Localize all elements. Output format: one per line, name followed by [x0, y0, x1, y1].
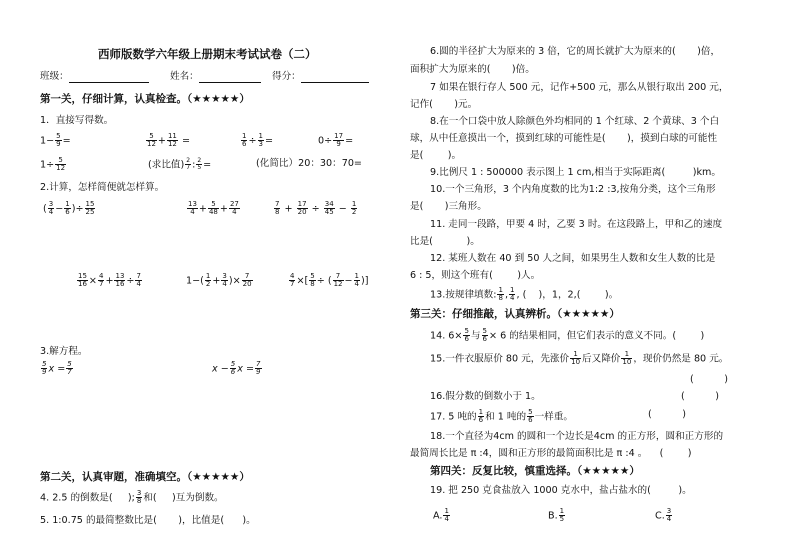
q18-line-1: 18.一个直径为4cm 的圆和一个边长是4cm 的正方形，圆和正方形的 — [430, 431, 724, 442]
q2-expr-6: $\frac{4}{7}$ ×[ $\frac{5}{8}$ ÷ ( $\frac{7}{12}$ − $\frac{1}{4}$ )] — [290, 272, 369, 288]
option-c[interactable]: C. $\frac{3}{4}$ — [655, 507, 672, 523]
class-field[interactable]: 班级： — [40, 71, 149, 83]
q2-expr-3: $\frac{7}{8}$ + $\frac{17}{20}$ ÷ $\frac{34}{45}$ − $\frac{1}{2}$ — [275, 200, 357, 216]
q8-line-1: 8.在一个口袋中放人除颜色外均相同的 1 个红球、2 个黄球、3 个白 — [430, 116, 720, 127]
q4-text: 4. 2.5 的倒数是( ); $\frac{3}{8}$ 和( )互为倒数。 — [40, 489, 224, 505]
q1-title: 1．直接写得数。 — [40, 115, 114, 126]
q18-line-2: 最简周长比是 π :4，圆和正方形的最简面积比是 π :4 。 ( ) — [410, 448, 692, 459]
section-3-title: 第三关：仔细推敲，认真辨析。（★★★★★） — [410, 308, 620, 320]
q1-item-6: (求比值) $\frac{2}{7}$ : $\frac{2}{5}$ = — [148, 157, 212, 171]
q12-line-1: 12. 某班人数在 40 到 50 人之间，如果男生人数和女生人数的比是 — [430, 253, 716, 264]
q13-text: 13.按规律填数: $\frac{1}{8}$ , $\frac{1}{4}$ , ( )，1，2,( )。 — [430, 286, 619, 302]
name-field[interactable]: 姓名： — [170, 71, 261, 83]
q1-item-7: (化简比）20：30：70= — [256, 158, 362, 169]
q8-line-3: 是( )。 — [410, 150, 462, 161]
section-2-title: 第二关，认真审题，准确填空。（★★★★★） — [40, 471, 250, 483]
q16-text: 16.假分数的倒数小于 1。 — [430, 391, 541, 402]
q16-answer[interactable]: ( ) — [681, 391, 719, 402]
q17-answer[interactable]: ( ) — [648, 409, 686, 420]
q14-text: 14. 6× $\frac{5}{6}$ 与 $\frac{5}{6}$ × 6 的结果相同，但它们表示的意义不同。( ) — [430, 327, 705, 343]
q12-line-2: 6 : 5，则这个班有( )人。 — [410, 270, 541, 281]
q5-text: 5. 1:0.75 的最简整数比是( )，比值是( )。 — [40, 515, 256, 526]
q7-line-2: 记作( )元。 — [410, 99, 478, 110]
q3-equation-1: $\frac{5}{9}$ x = $\frac{5}{7}$ — [42, 360, 72, 376]
q9-text: 9.比例尺 1 : 500000 表示图上 1 cm,相当于实际距离( )km。 — [430, 167, 721, 178]
q1-item-2: $\frac{5}{12}$ + $\frac{11}{12}$ = — [147, 132, 190, 148]
q2-expr-5: 1−( $\frac{1}{2}$ + $\frac{3}{4}$ )× $\frac{7}{20}$ — [186, 272, 252, 288]
q3-title: 3.解方程。 — [40, 346, 88, 357]
option-b[interactable]: B. $\frac{1}{5}$ — [548, 507, 565, 523]
q15-text: 15.一件衣服原价 80 元，先涨价 $\frac{1}{10}$ 后又降价 $\frac{1}{10}$ ，现价仍然是 80 元。 — [430, 350, 729, 366]
q11-line-2: 比是( )。 — [410, 236, 480, 247]
q10-line-1: 10.一个三角形，3 个内角度数的比为1:2 :3,按角分类，这个三角形 — [430, 184, 716, 195]
q2-expr-4: $\frac{15}{16}$ × $\frac{4}{7}$ + $\frac{13}{16}$ ÷ $\frac{7}{4}$ — [78, 272, 141, 288]
q10-line-2: 是( )三角形。 — [410, 201, 487, 212]
q19-text: 19. 把 250 克食盐放入 1000 克水中，盐占盐水的( )。 — [430, 485, 692, 496]
q3-equation-2: x − $\frac{5}{6}$ x = $\frac{7}{9}$ — [212, 360, 261, 376]
q1-item-5: 1÷ $\frac{5}{12}$ — [40, 156, 66, 172]
section-1-title: 第一关，仔细计算，认真检查。（★★★★★） — [40, 93, 250, 105]
q2-expr-2: $\frac{13}{4}$ + $\frac{5}{48}$ + $\frac{27}{4}$ — [188, 200, 239, 216]
q1-item-3: $\frac{1}{6}$ ÷ $\frac{1}{3}$ = — [242, 132, 274, 148]
q15-answer[interactable]: ( ) — [690, 374, 728, 385]
section-4-title: 第四关：反复比较，慎重选择。（★★★★★） — [430, 465, 640, 477]
q11-line-1: 11. 走同一段路，甲要 4 时，乙要 3 时。在这段路上，甲和乙的速度 — [430, 219, 723, 230]
q8-line-2: 球，从中任意摸出一个，摸到红球的可能性是( )，摸到白球的可能性 — [410, 133, 718, 144]
q1-item-4: 0÷ $\frac{17}{9}$ = — [318, 132, 354, 148]
page-title: 西师版数学六年级上册期末考试试卷（二） — [98, 47, 317, 61]
q7-line-1: 7 如果在银行存人 500 元，记作+500 元，那么从银行取出 200 元， — [430, 82, 729, 93]
q6-line-2: 面积扩大为原来的( )倍。 — [410, 64, 535, 75]
q6-line-1: 6.圆的半径扩大为原来的 3 倍，它的周长就扩大为原来的( )倍， — [430, 46, 721, 57]
q2-expr-1: ( $\frac{3}{4}$ − $\frac{1}{6}$ )÷ $\frac{15}{25}$ — [43, 200, 95, 216]
q2-title: 2.计算，怎样简便就怎样算。 — [40, 182, 165, 193]
q17-text: 17. 5 吨的 $\frac{1}{6}$ 和 1 吨的 $\frac{5}{6}$ 一样重。 — [430, 408, 573, 424]
score-field[interactable]: 得分： — [272, 71, 369, 83]
option-a[interactable]: A. $\frac{1}{4}$ — [433, 507, 449, 523]
q1-item-1: 1− $\frac{5}{9}$ = — [40, 132, 71, 148]
